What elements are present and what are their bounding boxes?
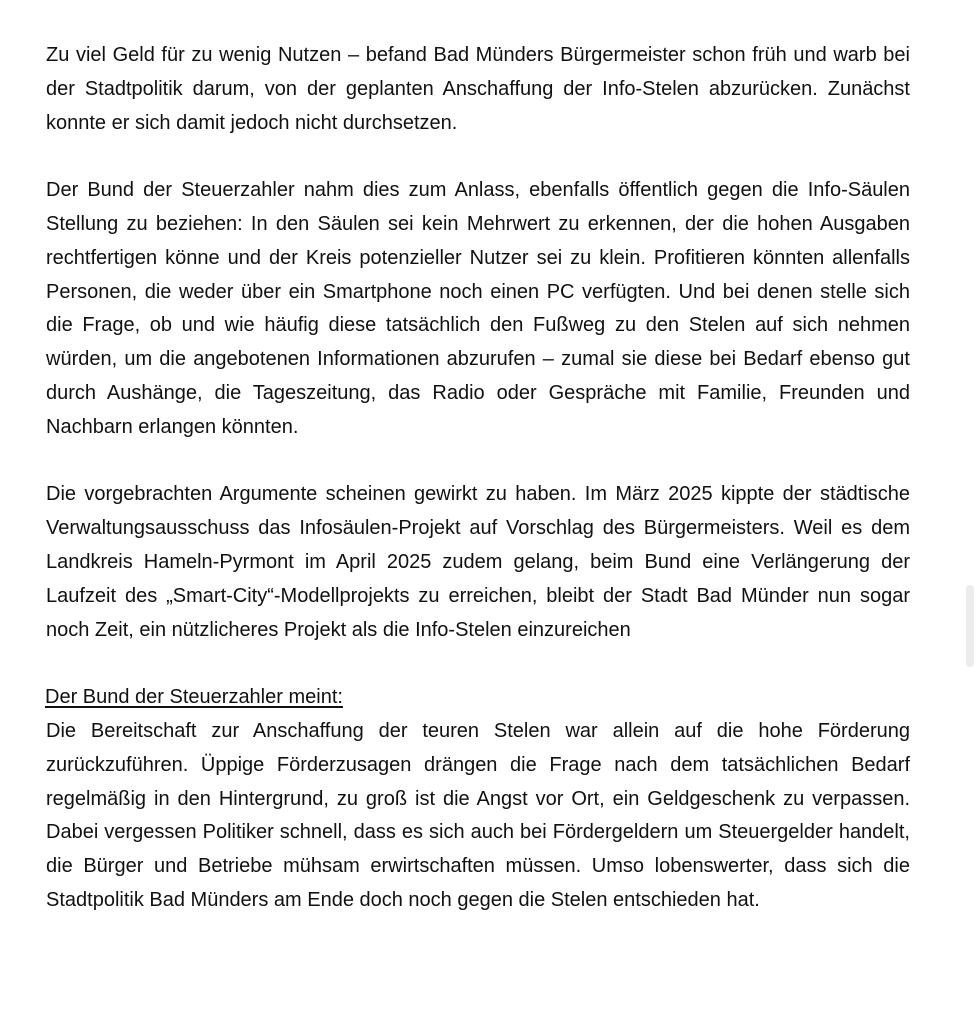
opinion-heading: Der Bund der Steuerzahler meint:	[45, 686, 343, 709]
opinion-paragraph: Die Bereitschaft zur Anschaffung der teuren Stelen war allein auf die hohe Förderung zurückzuführen. Üppige Förderzusagen drängen die Frage nach dem tatsächlichen Bedarf regelmäßig in den Hintergrund, zu groß ist die Angst vor Ort, ein Geldgeschenk zu verpassen. Dabei vergessen Politiker schnell, dass es sich auch bei Fördergeldern um Steuergelder handelt, die Bürger und Betriebe mühsam erwirtschaften müssen. Umso lobenswerter, dass sich die Stadtpolitik Bad Münders am Ende doch noch gegen die Stelen entschieden hat.	[46, 719, 910, 911]
paragraph-spacer	[46, 445, 910, 479]
paragraph-spacer	[46, 140, 910, 174]
paragraph-spacer	[46, 647, 910, 681]
document-body	[46, 39, 910, 918]
paragraph-project-cancelled: Die vorgebrachten Argumente scheinen gewirkt zu haben. Im März 2025 kippte der städtische Verwaltungsausschuss das Infosäulen-Projekt auf Vorschlag des Bürgermeisters. Weil es dem Landkreis Hameln-Pyrmont im April 2025 zudem gelang, beim Bund eine Verlängerung der Laufzeit des „Smart-City“-Modellprojekts zu erreichen, bleibt der Stadt Bad Münder nun sogar noch Zeit, ein nützlicheres Projekt als die Info-Stelen einzureichen	[46, 483, 910, 641]
scrollbar-thumb[interactable]	[966, 585, 974, 667]
paragraph-mayor-objection: Zu viel Geld für zu wenig Nutzen – befand Bad Münders Bürgermeister schon früh und warb bei der Stadtpolitik darum, von der geplanten Anschaffung der Info-Stelen abzurücken. Zunächst konnte er sich damit jedoch nicht durchsetzen.	[46, 44, 910, 134]
paragraph-taxpayers-criticism: Der Bund der Steuerzahler nahm dies zum Anlass, ebenfalls öffentlich gegen die Info-Säulen Stellung zu beziehen: In den Säulen sei kein Mehrwert zu erkennen, der die hohen Ausgaben rechtfertigen könne und der Kreis potenzieller Nutzer sei zu klein. Profitieren könnten allenfalls Personen, die weder über ein Smartphone noch einen PC verfügten. Und bei denen stelle sich die Frage, ob und wie häufig diese tatsächlich den Fußweg zu den Stelen auf sich nehmen würden, um die angebotenen Informationen abzurufen – zumal sie diese bei Bedarf ebenso gut durch Aushänge, die Tageszeitung, das Radio oder Gespräche mit Familie, Freunden und Nachbarn erlangen könnten.	[46, 179, 910, 438]
